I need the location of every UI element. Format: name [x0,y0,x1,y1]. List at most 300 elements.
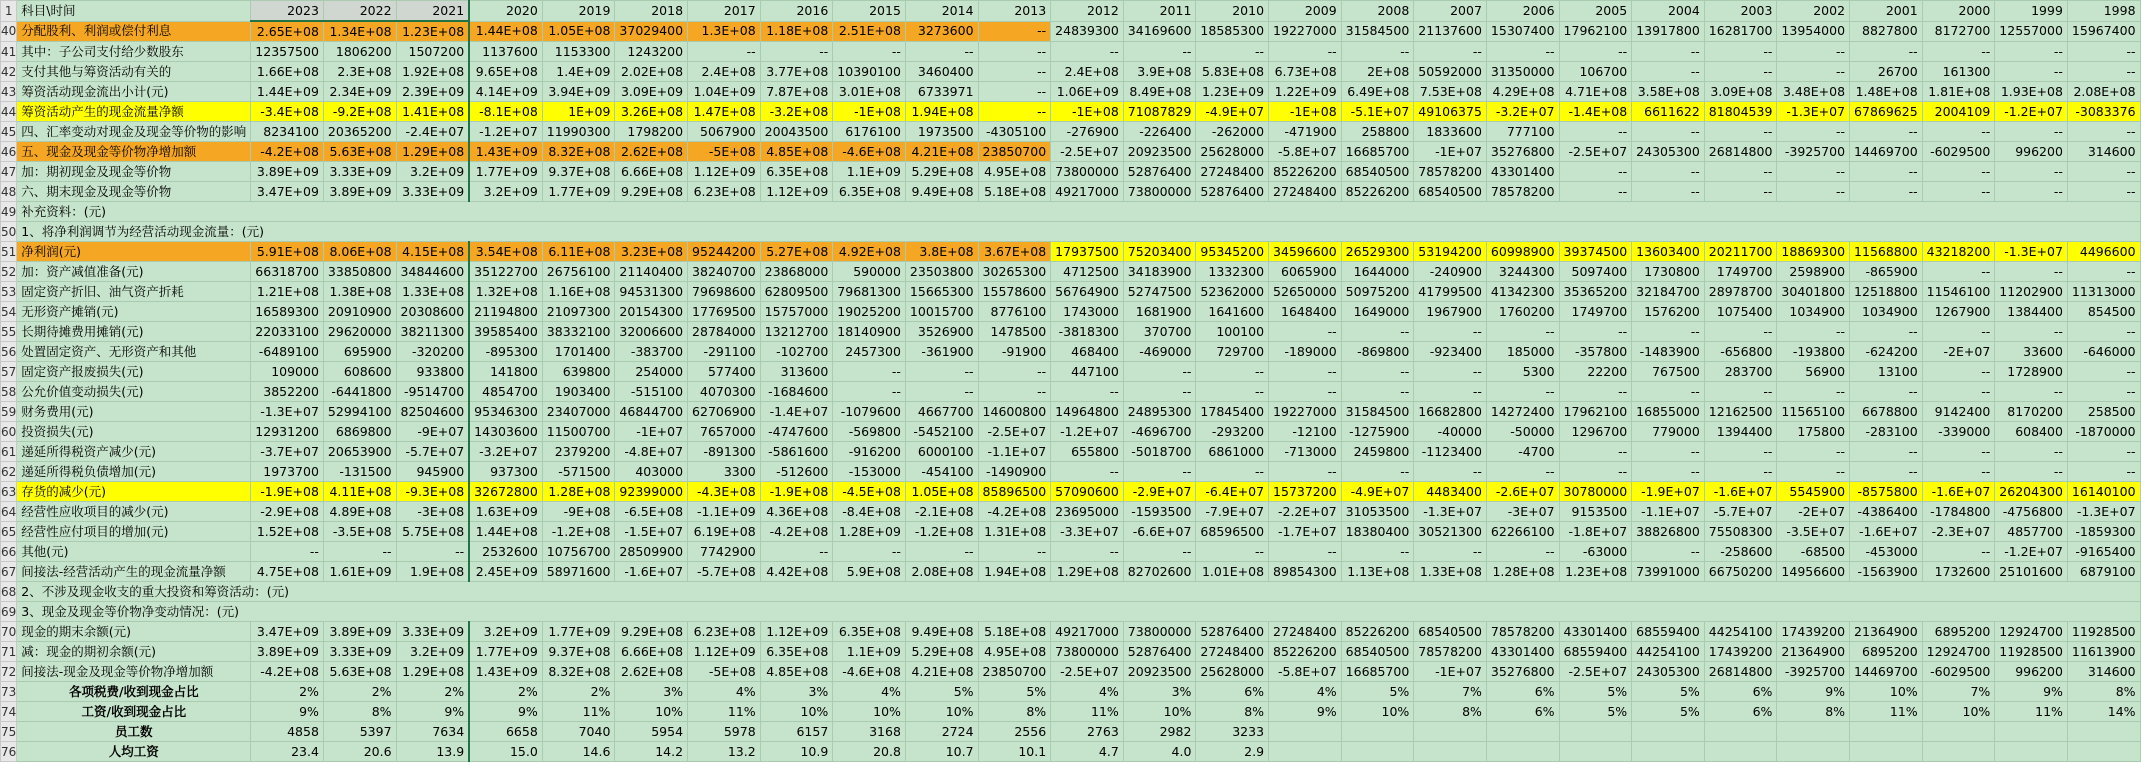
table-cell[interactable]: 5.18E+08 [978,622,1051,642]
table-cell[interactable]: 3244300 [1486,262,1559,282]
table-cell[interactable]: 3.89E+09 [323,622,396,642]
table-cell[interactable]: -- [1123,462,1196,482]
table-cell[interactable]: -5018700 [1123,442,1196,462]
row-number[interactable]: 75 [1,722,17,742]
table-cell[interactable]: 11500700 [542,422,615,442]
table-cell[interactable] [2067,722,2140,742]
table-cell[interactable]: 5.29E+08 [905,162,978,182]
table-cell[interactable]: 46844700 [615,402,688,422]
table-cell[interactable]: 73800000 [1051,642,1124,662]
table-cell[interactable]: -1.5E+07 [615,522,688,542]
table-cell[interactable]: -1E+08 [1051,102,1124,122]
table-cell[interactable]: -- [1414,362,1487,382]
table-cell[interactable]: -4305100 [978,122,1051,142]
table-cell[interactable]: 10.1 [978,742,1051,762]
table-cell[interactable]: 2.9 [1196,742,1269,762]
table-cell[interactable] [1777,722,1850,742]
table-cell[interactable]: 1681900 [1123,302,1196,322]
row-number[interactable]: 40 [1,21,17,42]
table-cell[interactable]: -- [251,542,324,562]
table-cell[interactable]: -- [1486,322,1559,342]
table-cell[interactable]: -4.9E+07 [1196,102,1269,122]
table-cell[interactable]: 2.08E+08 [2067,82,2140,102]
row-label[interactable]: 科目\时间 [17,1,251,22]
table-cell[interactable]: 9.29E+08 [615,622,688,642]
table-cell[interactable]: 49217000 [1051,622,1124,642]
table-cell[interactable]: 21097300 [542,302,615,322]
table-cell[interactable]: 68540500 [1414,622,1487,642]
table-cell[interactable]: 2532600 [469,542,542,562]
table-cell[interactable]: 13100 [1850,362,1923,382]
table-cell[interactable]: 4% [1269,682,1342,702]
table-cell[interactable]: 6.35E+08 [760,162,833,182]
table-cell[interactable]: 7657000 [688,422,761,442]
table-cell[interactable]: 43218200 [1922,242,1995,262]
table-cell[interactable]: 2.08E+08 [905,562,978,582]
table-cell[interactable] [1269,722,1342,742]
table-cell[interactable]: 25101600 [1995,562,2068,582]
row-number[interactable]: 74 [1,702,17,722]
table-cell[interactable]: 1732600 [1922,562,1995,582]
table-cell[interactable]: 1.29E+08 [1051,562,1124,582]
row-number[interactable]: 54 [1,302,17,322]
table-cell[interactable]: -- [2067,362,2140,382]
table-cell[interactable]: 8% [1777,702,1850,722]
table-cell[interactable]: -- [833,542,906,562]
table-cell[interactable]: -515100 [615,382,688,402]
table-cell[interactable]: 161300 [1922,62,1995,82]
table-cell[interactable]: -- [1995,382,2068,402]
table-cell[interactable]: -1490900 [978,462,1051,482]
table-cell[interactable]: -- [1632,442,1705,462]
table-cell[interactable]: -4.2E+08 [978,502,1051,522]
table-cell[interactable]: -- [1341,382,1414,402]
table-cell[interactable]: 1034900 [1777,302,1850,322]
table-cell[interactable]: 1728900 [1995,362,2068,382]
table-cell[interactable]: 3233 [1196,722,1269,742]
table-cell[interactable]: 25628000 [1196,662,1269,682]
table-cell[interactable]: -1.2E+08 [542,522,615,542]
row-label[interactable]: 2、不涉及现金收支的重大投资和筹资活动：(元) [17,582,2140,602]
table-cell[interactable]: 1.38E+08 [323,282,396,302]
table-cell[interactable]: 1394400 [1704,422,1777,442]
table-cell[interactable]: 2457300 [833,342,906,362]
table-cell[interactable]: 1075400 [1704,302,1777,322]
table-cell[interactable]: -5861600 [760,442,833,462]
table-cell[interactable]: 18869300 [1777,242,1850,262]
table-cell[interactable]: 5% [978,682,1051,702]
table-cell[interactable]: 62809500 [760,282,833,302]
table-cell[interactable]: 695900 [323,342,396,362]
table-cell[interactable]: -- [978,21,1051,42]
table-cell[interactable]: 1507200 [396,42,469,62]
table-cell[interactable]: 16685700 [1341,662,1414,682]
table-cell[interactable] [1486,722,1559,742]
table-cell[interactable]: 6.23E+08 [688,182,761,202]
table-cell[interactable]: 27248400 [1196,162,1269,182]
table-cell[interactable]: -9165400 [2067,542,2140,562]
table-cell[interactable]: 7% [1414,682,1487,702]
table-cell[interactable]: -3E+08 [396,502,469,522]
table-cell[interactable]: -189000 [1269,342,1342,362]
table-cell[interactable]: -923400 [1414,342,1487,362]
table-cell[interactable]: 10756700 [542,542,615,562]
table-cell[interactable]: 13603400 [1632,242,1705,262]
table-cell[interactable]: 1641600 [1196,302,1269,322]
row-label[interactable]: 筹资活动产生的现金流量净额 [17,102,251,122]
table-cell[interactable]: 17439200 [1704,642,1777,662]
table-cell[interactable]: 19227000 [1269,402,1342,422]
table-cell[interactable]: 23407000 [542,402,615,422]
table-cell[interactable]: -- [1777,42,1850,62]
table-cell[interactable]: 52876400 [1196,182,1269,202]
column-header-year[interactable]: 2014 [905,1,978,22]
table-cell[interactable]: 6% [1486,702,1559,722]
row-label[interactable]: 1、将净利润调节为经营活动现金流量：(元) [17,222,2140,242]
table-cell[interactable]: -- [978,102,1051,122]
table-cell[interactable]: -2.6E+07 [1486,482,1559,502]
table-cell[interactable]: 3168 [833,722,906,742]
table-cell[interactable]: -- [978,542,1051,562]
table-cell[interactable]: 5067900 [688,122,761,142]
table-cell[interactable]: 82702600 [1123,562,1196,582]
column-header-year[interactable]: 1999 [1995,1,2068,22]
table-cell[interactable]: 5545900 [1777,482,1850,502]
table-cell[interactable]: -- [1486,382,1559,402]
table-cell[interactable]: 5978 [688,722,761,742]
table-cell[interactable]: 854500 [2067,302,2140,322]
table-cell[interactable]: -- [2067,262,2140,282]
table-cell[interactable]: -- [1995,442,2068,462]
table-cell[interactable]: 3.09E+09 [615,82,688,102]
table-cell[interactable]: 41342300 [1486,282,1559,302]
table-cell[interactable]: 9% [469,702,542,722]
table-cell[interactable]: 5.63E+08 [323,662,396,682]
table-cell[interactable]: 34844600 [396,262,469,282]
column-header-year[interactable]: 2008 [1341,1,1414,22]
table-cell[interactable]: 8% [2067,682,2140,702]
table-cell[interactable]: 10% [615,702,688,722]
column-header-year[interactable]: 2005 [1559,1,1632,22]
table-cell[interactable]: -- [688,42,761,62]
table-cell[interactable]: -865900 [1850,262,1923,282]
table-cell[interactable]: 3.48E+08 [1777,82,1850,102]
table-cell[interactable]: -2.3E+07 [1922,522,1995,542]
table-cell[interactable]: 3273600 [905,21,978,42]
table-cell[interactable]: 1.31E+08 [978,522,1051,542]
table-cell[interactable]: 28784000 [688,322,761,342]
table-cell[interactable]: -- [1196,542,1269,562]
table-cell[interactable]: 12557000 [1995,21,2068,42]
row-label[interactable]: 经营性应收项目的减少(元) [17,502,251,522]
table-cell[interactable]: 1.66E+08 [251,62,324,82]
column-header-year[interactable]: 2002 [1777,1,1850,22]
table-cell[interactable]: 52650000 [1269,282,1342,302]
table-cell[interactable]: 10% [905,702,978,722]
table-cell[interactable]: 1.29E+08 [396,662,469,682]
table-cell[interactable]: 95346300 [469,402,542,422]
table-cell[interactable]: 5% [1559,682,1632,702]
table-cell[interactable]: -- [978,62,1051,82]
row-label[interactable]: 固定资产折旧、油气资产折耗 [17,282,251,302]
table-cell[interactable] [1341,742,1414,762]
table-cell[interactable]: 1973500 [905,122,978,142]
table-cell[interactable]: 6.73E+08 [1269,62,1342,82]
table-cell[interactable]: -1.6E+07 [1850,522,1923,542]
table-cell[interactable]: -713000 [1269,442,1342,462]
table-cell[interactable]: 4% [1051,682,1124,702]
table-cell[interactable]: 38240700 [688,262,761,282]
column-header-year[interactable]: 2021 [396,1,469,22]
table-cell[interactable]: -- [1850,42,1923,62]
table-cell[interactable]: 9% [251,702,324,722]
table-cell[interactable]: 13.2 [688,742,761,762]
table-cell[interactable]: -1.6E+07 [615,562,688,582]
table-cell[interactable]: -- [833,362,906,382]
table-cell[interactable]: 2E+08 [1341,62,1414,82]
table-cell[interactable]: -4.5E+08 [833,482,906,502]
table-cell[interactable]: 85896500 [978,482,1051,502]
table-cell[interactable]: 20923500 [1123,662,1196,682]
table-cell[interactable]: 1137600 [469,42,542,62]
table-cell[interactable]: -571500 [542,462,615,482]
table-cell[interactable]: -1123400 [1414,442,1487,462]
table-cell[interactable]: 17769500 [688,302,761,322]
table-cell[interactable]: 30780000 [1559,482,1632,502]
table-cell[interactable]: 2% [542,682,615,702]
table-cell[interactable]: 22033100 [251,322,324,342]
table-cell[interactable]: 1.43E+09 [469,662,542,682]
table-cell[interactable]: -- [1995,182,2068,202]
table-cell[interactable]: -3925700 [1777,662,1850,682]
table-cell[interactable]: 2004109 [1922,102,1995,122]
table-cell[interactable]: -- [760,42,833,62]
table-cell[interactable]: 38826800 [1632,522,1705,542]
column-header-year[interactable]: 2013 [978,1,1051,22]
table-cell[interactable]: -1.4E+07 [760,402,833,422]
table-cell[interactable]: 7634 [396,722,469,742]
table-cell[interactable]: 1.4E+09 [542,62,615,82]
table-cell[interactable]: -- [1922,122,1995,142]
table-cell[interactable]: -- [1704,182,1777,202]
table-cell[interactable] [1922,722,1995,742]
table-cell[interactable]: 4.0 [1123,742,1196,762]
table-cell[interactable]: -- [1123,42,1196,62]
table-cell[interactable]: 52876400 [1196,622,1269,642]
table-cell[interactable]: 11313000 [2067,282,2140,302]
table-cell[interactable]: 1798200 [615,122,688,142]
table-cell[interactable]: 8% [1196,702,1269,722]
column-header-year[interactable]: 2004 [1632,1,1705,22]
table-cell[interactable]: 8234100 [251,122,324,142]
table-cell[interactable]: 4.85E+08 [760,142,833,162]
table-cell[interactable]: 17845400 [1196,402,1269,422]
table-cell[interactable]: -- [1341,542,1414,562]
table-cell[interactable]: 60998900 [1486,242,1559,262]
table-cell[interactable] [1632,742,1705,762]
table-cell[interactable]: 3% [615,682,688,702]
table-cell[interactable]: -2.9E+07 [1123,482,1196,502]
table-cell[interactable]: 62266100 [1486,522,1559,542]
row-number[interactable]: 61 [1,442,17,462]
table-cell[interactable]: -63000 [1559,542,1632,562]
table-cell[interactable]: 14272400 [1486,402,1559,422]
row-number[interactable]: 57 [1,362,17,382]
table-cell[interactable]: 1.3E+08 [688,21,761,42]
table-cell[interactable]: 85226200 [1341,622,1414,642]
table-cell[interactable]: 16855000 [1632,402,1705,422]
table-cell[interactable]: 79698600 [688,282,761,302]
column-header-year[interactable]: 2009 [1269,1,1342,22]
table-cell[interactable]: -- [1341,362,1414,382]
table-cell[interactable]: -- [1850,442,1923,462]
table-cell[interactable]: 24895300 [1123,402,1196,422]
column-header-year[interactable]: 2003 [1704,1,1777,22]
table-cell[interactable]: -453000 [1850,542,1923,562]
table-cell[interactable]: 2.34E+09 [323,82,396,102]
row-number[interactable]: 58 [1,382,17,402]
table-cell[interactable]: -4.3E+08 [688,482,761,502]
table-cell[interactable]: 3.94E+09 [542,82,615,102]
table-cell[interactable]: 4.89E+08 [323,502,396,522]
row-label[interactable]: 固定资产报废损失(元) [17,362,251,382]
table-cell[interactable]: -- [396,542,469,562]
table-cell[interactable]: 5954 [615,722,688,742]
table-cell[interactable] [2067,742,2140,762]
table-cell[interactable]: -- [1269,362,1342,382]
table-cell[interactable]: -2.1E+08 [905,502,978,522]
table-cell[interactable]: 314600 [2067,142,2140,162]
table-cell[interactable]: -512600 [760,462,833,482]
table-cell[interactable]: -4.6E+08 [833,142,906,162]
table-cell[interactable]: -- [1922,42,1995,62]
table-cell[interactable]: 35276800 [1486,142,1559,162]
table-cell[interactable]: 7.53E+08 [1414,82,1487,102]
table-cell[interactable]: -- [1486,42,1559,62]
table-cell[interactable]: -- [323,542,396,562]
table-cell[interactable]: 9% [1269,702,1342,722]
table-cell[interactable]: 3.33E+09 [396,622,469,642]
table-cell[interactable]: -- [1269,42,1342,62]
table-cell[interactable]: 8172700 [1922,21,1995,42]
table-cell[interactable]: 2.65E+08 [251,21,324,42]
table-cell[interactable]: 11% [542,702,615,722]
column-header-year[interactable]: 2011 [1123,1,1196,22]
table-cell[interactable]: 4.42E+08 [760,562,833,582]
table-cell[interactable]: 24839300 [1051,21,1124,42]
table-cell[interactable]: 38211300 [396,322,469,342]
table-cell[interactable]: 4.95E+08 [978,642,1051,662]
table-cell[interactable]: 26204300 [1995,482,2068,502]
table-cell[interactable]: 24305300 [1632,142,1705,162]
table-cell[interactable]: -102700 [760,342,833,362]
table-cell[interactable] [1995,722,2068,742]
row-label[interactable]: 人均工资 [17,742,251,762]
table-cell[interactable]: -- [2067,162,2140,182]
row-number[interactable]: 62 [1,462,17,482]
table-cell[interactable]: -469000 [1123,342,1196,362]
table-cell[interactable]: -12100 [1269,422,1342,442]
table-cell[interactable]: 3.2E+09 [469,182,542,202]
table-cell[interactable]: 23695000 [1051,502,1124,522]
table-cell[interactable]: 314600 [2067,662,2140,682]
column-header-year[interactable]: 2016 [760,1,833,22]
table-cell[interactable]: -- [1777,122,1850,142]
table-cell[interactable]: -357800 [1559,342,1632,362]
column-header-year[interactable]: 2010 [1196,1,1269,22]
row-label[interactable]: 员工数 [17,722,251,742]
table-cell[interactable]: 16685700 [1341,142,1414,162]
table-cell[interactable]: 94531300 [615,282,688,302]
table-cell[interactable]: -- [1123,542,1196,562]
table-cell[interactable]: 577400 [688,362,761,382]
table-cell[interactable] [1777,742,1850,762]
table-cell[interactable]: 5% [905,682,978,702]
table-cell[interactable]: 9.49E+08 [905,182,978,202]
table-cell[interactable]: -131500 [323,462,396,482]
table-cell[interactable]: -6.6E+07 [1123,522,1196,542]
table-cell[interactable]: 62706900 [688,402,761,422]
table-cell[interactable]: 8776100 [978,302,1051,322]
table-cell[interactable]: 1903400 [542,382,615,402]
table-cell[interactable]: -1859300 [2067,522,2140,542]
table-cell[interactable]: -- [1196,462,1269,482]
table-cell[interactable]: -- [905,362,978,382]
table-cell[interactable]: 23850700 [978,142,1051,162]
table-cell[interactable]: -6489100 [251,342,324,362]
row-number[interactable]: 1 [1,1,17,22]
column-header-year[interactable]: 2020 [469,1,542,22]
table-cell[interactable]: -383700 [615,342,688,362]
table-cell[interactable]: -2.5E+07 [1559,662,1632,682]
table-cell[interactable]: 11% [688,702,761,722]
row-label[interactable]: 长期待摊费用摊销(元) [17,322,251,342]
table-cell[interactable]: 1.1E+09 [833,162,906,182]
table-cell[interactable]: 23503800 [905,262,978,282]
table-cell[interactable]: 16281700 [1704,21,1777,42]
row-number[interactable]: 55 [1,322,17,342]
column-header-year[interactable]: 2015 [833,1,906,22]
row-number[interactable]: 64 [1,502,17,522]
table-cell[interactable]: -4696700 [1123,422,1196,442]
table-cell[interactable]: 11% [1995,702,2068,722]
table-cell[interactable]: 2.4E+08 [688,62,761,82]
table-cell[interactable]: 3460400 [905,62,978,82]
table-cell[interactable]: 22200 [1559,362,1632,382]
table-cell[interactable]: 85226200 [1269,162,1342,182]
table-cell[interactable]: 6065900 [1269,262,1342,282]
table-cell[interactable]: 258500 [2067,402,2140,422]
table-cell[interactable]: 4.15E+08 [396,242,469,262]
table-cell[interactable]: 10% [1850,682,1923,702]
table-cell[interactable]: -656800 [1704,342,1777,362]
table-cell[interactable] [1486,742,1559,762]
table-cell[interactable]: 6.49E+08 [1341,82,1414,102]
table-cell[interactable]: -- [1777,462,1850,482]
table-cell[interactable]: 9153500 [1559,502,1632,522]
table-cell[interactable]: 1.23E+08 [396,21,469,42]
table-cell[interactable]: -- [1632,162,1705,182]
table-cell[interactable]: -91900 [978,342,1051,362]
table-cell[interactable]: -- [1995,462,2068,482]
column-header-year[interactable]: 2019 [542,1,615,22]
table-cell[interactable]: -1483900 [1632,342,1705,362]
table-cell[interactable]: -1593500 [1123,502,1196,522]
table-cell[interactable]: 26529300 [1341,242,1414,262]
table-cell[interactable]: 30521300 [1414,522,1487,542]
table-cell[interactable]: -1.9E+08 [251,482,324,502]
table-cell[interactable]: 14% [2067,702,2140,722]
